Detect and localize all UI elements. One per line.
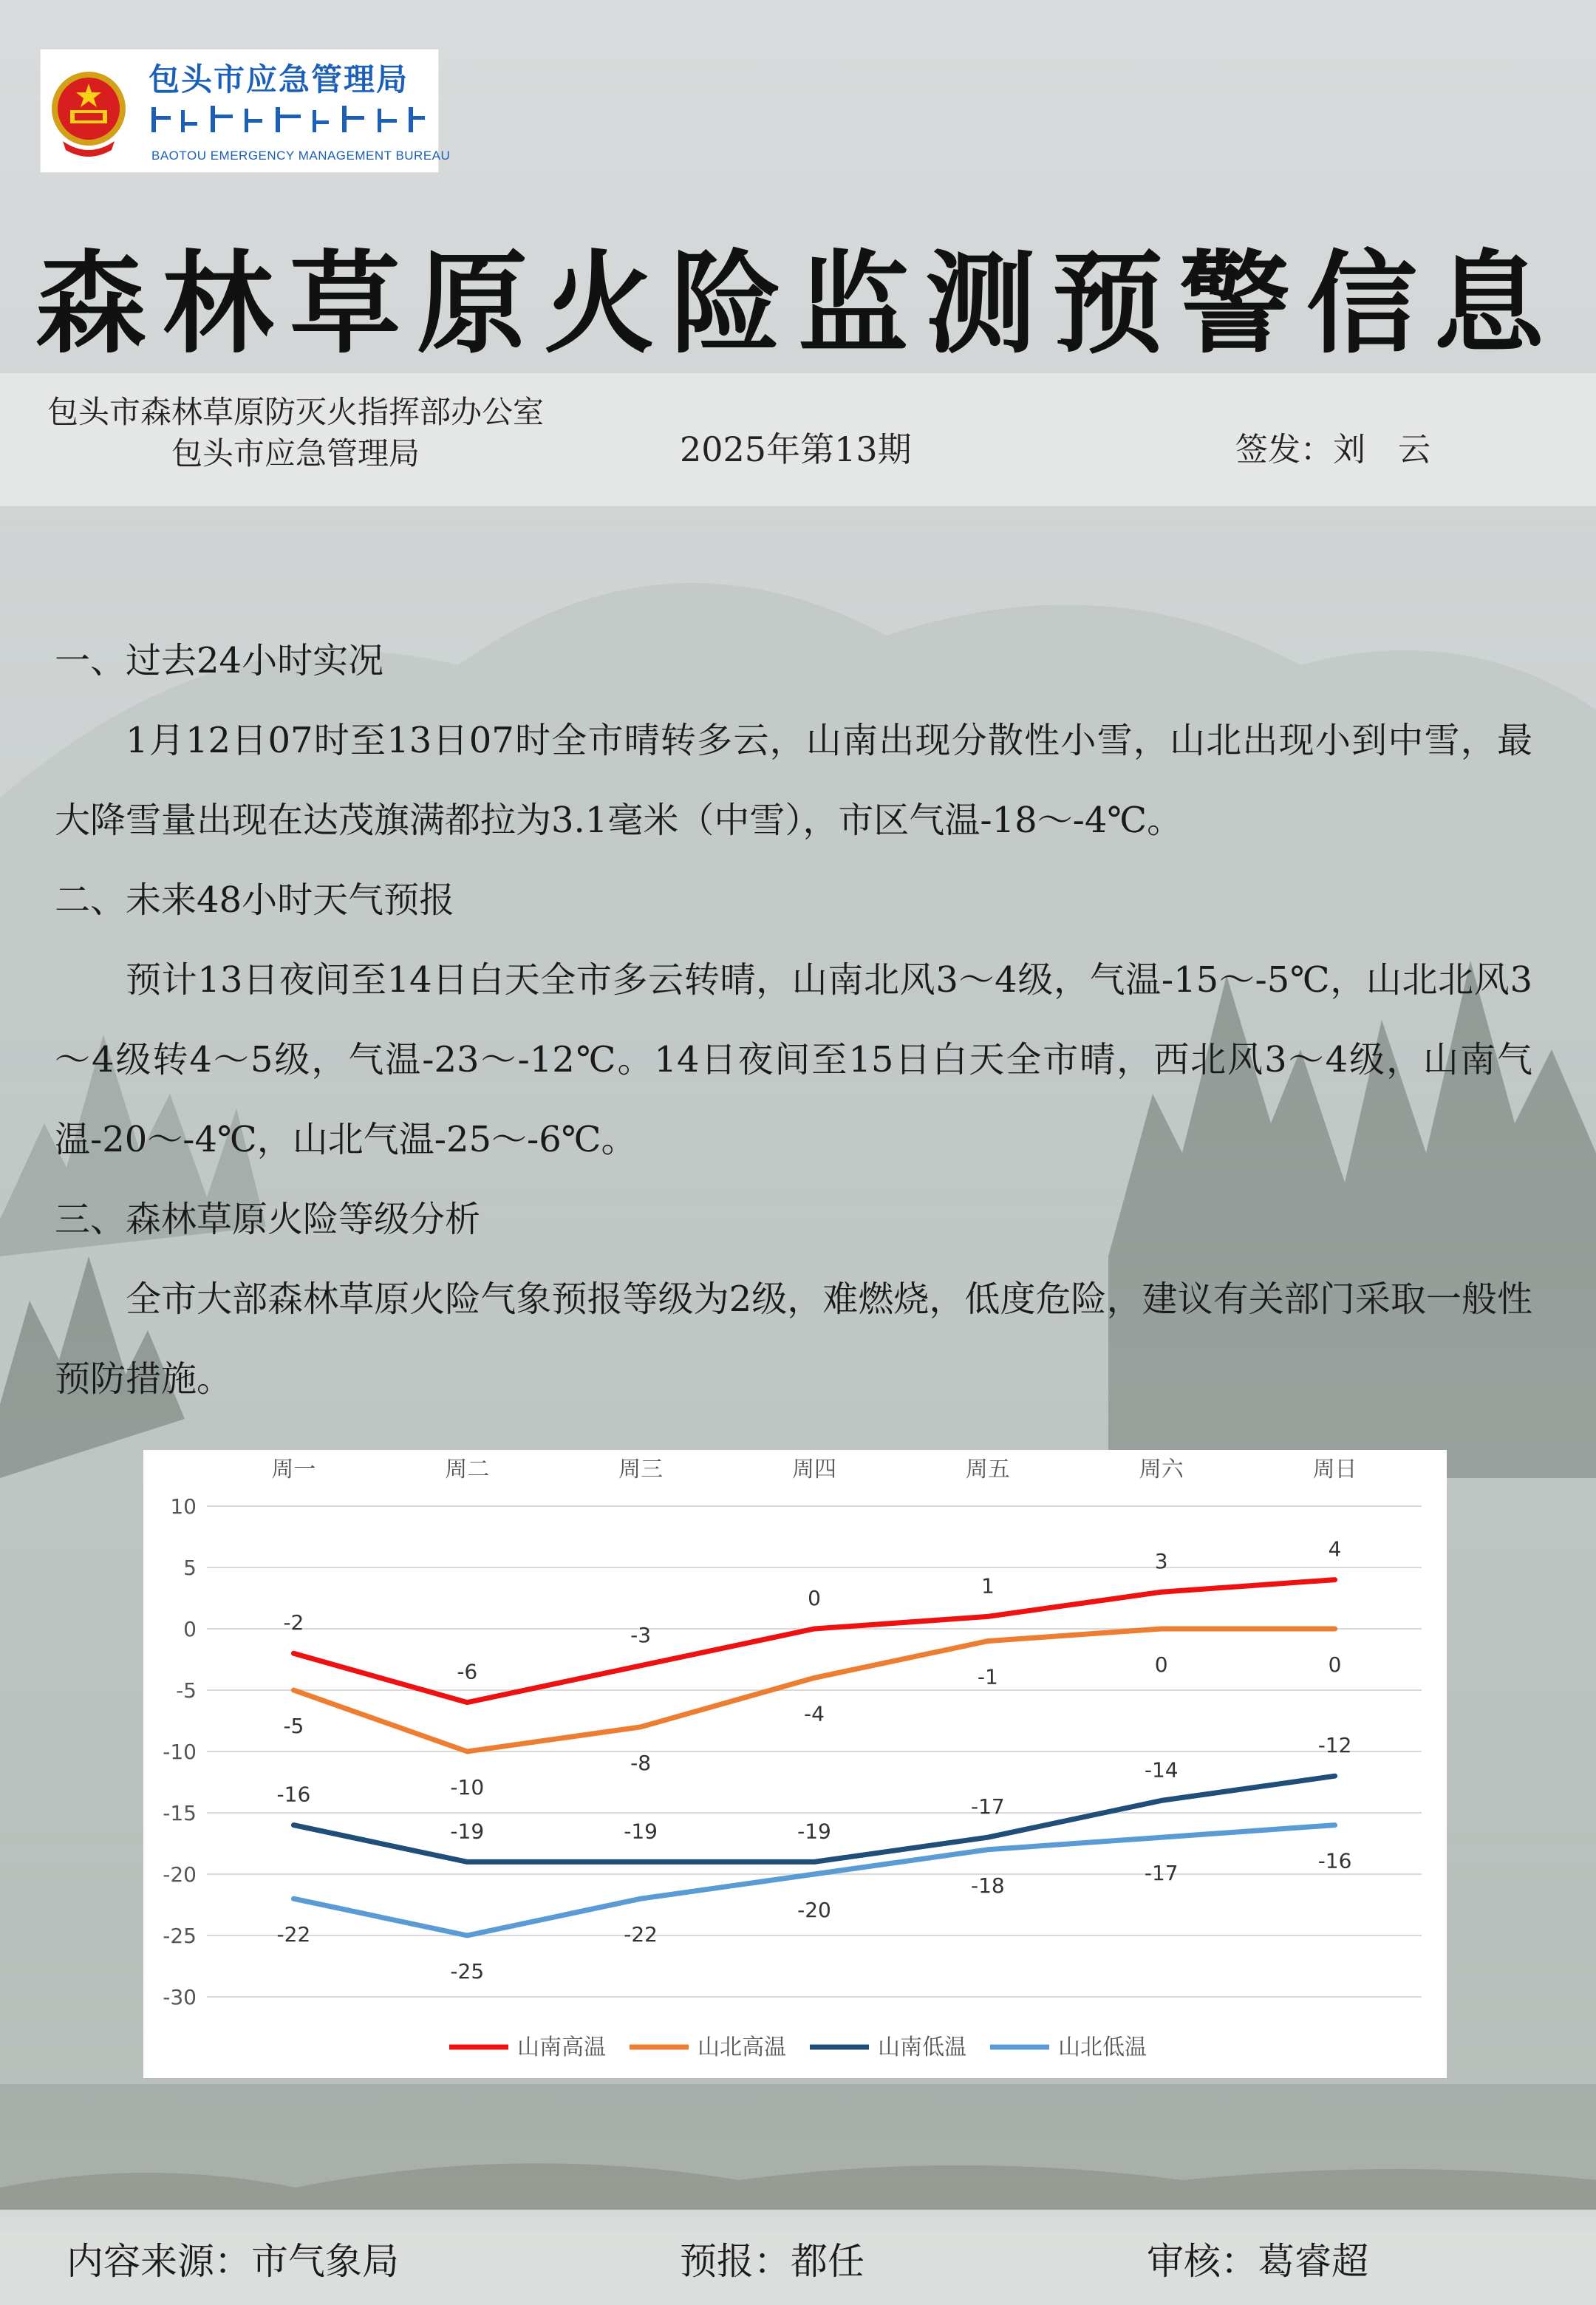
data-label-2-5: -14: [1144, 1757, 1179, 1783]
issue-number: 2025年第13期: [680, 429, 912, 469]
data-label-2-6: -12: [1317, 1733, 1352, 1758]
data-label-1-3: -4: [804, 1701, 825, 1726]
x-category-label-4: 周五: [965, 1457, 1010, 1482]
data-label-0-1: -6: [457, 1659, 478, 1684]
legend-label-3: 山北低温: [1058, 2035, 1147, 2060]
data-label-0-2: -3: [630, 1622, 652, 1647]
section-text-3: 全市大部森林草原火险气象预报等级为2级，难燃烧，低度危险，建议有关部门采取一般性预防措施。: [55, 1279, 1532, 1400]
y-tick-label-7: -25: [163, 1924, 197, 1948]
data-label-2-1: -19: [450, 1819, 485, 1844]
y-tick-label-8: -30: [163, 1985, 197, 2009]
legend-label-1: 山北高温: [698, 2035, 786, 2060]
section-heading-3: 三、森林草原火险等级分析: [55, 1199, 481, 1240]
issuer-block: [15, 392, 576, 474]
y-tick-label-6: -20: [163, 1862, 197, 1887]
issuer-line-2: 包头市应急管理局: [171, 435, 420, 471]
issuer-line-1: 包头市森林草原防灭火指挥部办公室: [47, 394, 544, 430]
footer-source: 内容来源：市气象局: [66, 2240, 399, 2283]
data-label-3-4: -18: [970, 1873, 1005, 1898]
data-label-1-2: -8: [630, 1750, 652, 1775]
data-label-3-1: -25: [450, 1959, 485, 1984]
data-label-1-1: -10: [450, 1775, 485, 1800]
mongolian-script-logo: [149, 101, 429, 138]
x-category-label-2: 周三: [618, 1457, 664, 1482]
data-label-2-3: -19: [797, 1819, 831, 1844]
data-label-3-2: -22: [624, 1922, 658, 1947]
x-category-label-1: 周二: [445, 1457, 490, 1482]
section-heading-1: 一、过去24小时实况: [55, 640, 384, 681]
data-label-3-6: -16: [1317, 1848, 1352, 1873]
page-title: 森林草原火险监测预警信息: [35, 239, 1561, 369]
data-label-0-5: 3: [1154, 1549, 1168, 1574]
section-heading-2: 二、未来48小时天气预报: [55, 879, 455, 921]
data-label-2-0: -16: [276, 1782, 311, 1807]
data-label-3-3: -20: [797, 1898, 831, 1922]
data-label-1-0: -5: [283, 1714, 304, 1738]
x-category-label-5: 周六: [1139, 1457, 1184, 1482]
data-label-1-6: 0: [1328, 1652, 1342, 1677]
y-tick-label-0: 10: [170, 1494, 197, 1519]
x-category-label-6: 周日: [1312, 1457, 1357, 1482]
y-tick-label-3: -5: [176, 1678, 197, 1703]
org-name-english: BAOTOU EMERGENCY MANAGEMENT BUREAU: [151, 149, 451, 163]
org-logo: [40, 49, 451, 173]
data-label-2-4: -17: [970, 1794, 1005, 1819]
x-category-label-3: 周四: [792, 1457, 836, 1482]
org-name-chinese: 包头市应急管理局: [149, 61, 409, 98]
data-label-0-0: -2: [283, 1610, 304, 1635]
data-label-2-2: -19: [624, 1819, 658, 1844]
report-body: [55, 621, 1532, 1419]
legend-label-2: 山南低温: [878, 2035, 966, 2060]
signer: 签发：刘 云: [1235, 431, 1430, 469]
y-tick-label-5: -15: [163, 1801, 197, 1825]
y-tick-label-4: -10: [163, 1740, 197, 1764]
x-category-label-0: 周一: [271, 1457, 316, 1482]
section-text-1: 1月12日07时至13日07时全市晴转多云，山南出现分散性小雪，山北出现小到中雪，最大降雪量出现在达茂旗满都拉为3.1毫米（中雪），市区气温-18～-4℃。: [55, 720, 1532, 841]
data-label-0-4: 1: [981, 1573, 995, 1598]
data-label-0-3: 0: [808, 1586, 821, 1610]
data-label-0-6: 4: [1328, 1536, 1342, 1562]
legend-label-0: 山南高温: [517, 2035, 606, 2060]
temperature-line-chart: [143, 1450, 1447, 2078]
data-label-1-5: 0: [1154, 1652, 1168, 1677]
temperature-chart: [143, 1450, 1447, 2078]
data-label-3-0: -22: [276, 1922, 311, 1947]
y-tick-label-2: 0: [183, 1617, 197, 1641]
data-label-1-4: -1: [977, 1664, 998, 1689]
footer-forecaster: 预报：都任: [680, 2240, 864, 2283]
footer-reviewer: 审核：葛睿超: [1147, 2240, 1368, 2283]
y-tick-label-1: 5: [183, 1556, 197, 1580]
footer-band: [0, 2210, 1596, 2305]
national-emblem-icon: [48, 64, 129, 160]
data-label-3-5: -17: [1144, 1861, 1179, 1886]
section-text-2: 预计13日夜间至14日白天全市多云转晴，山南北风3～4级，气温-15～-5℃，山北北风3～4级转4～5级，气温-23～-12℃。14日夜间至15日白天全市晴，西北风3～4级，山南气温-20～-4℃，山北气温-25～-6℃。: [55, 959, 1532, 1160]
